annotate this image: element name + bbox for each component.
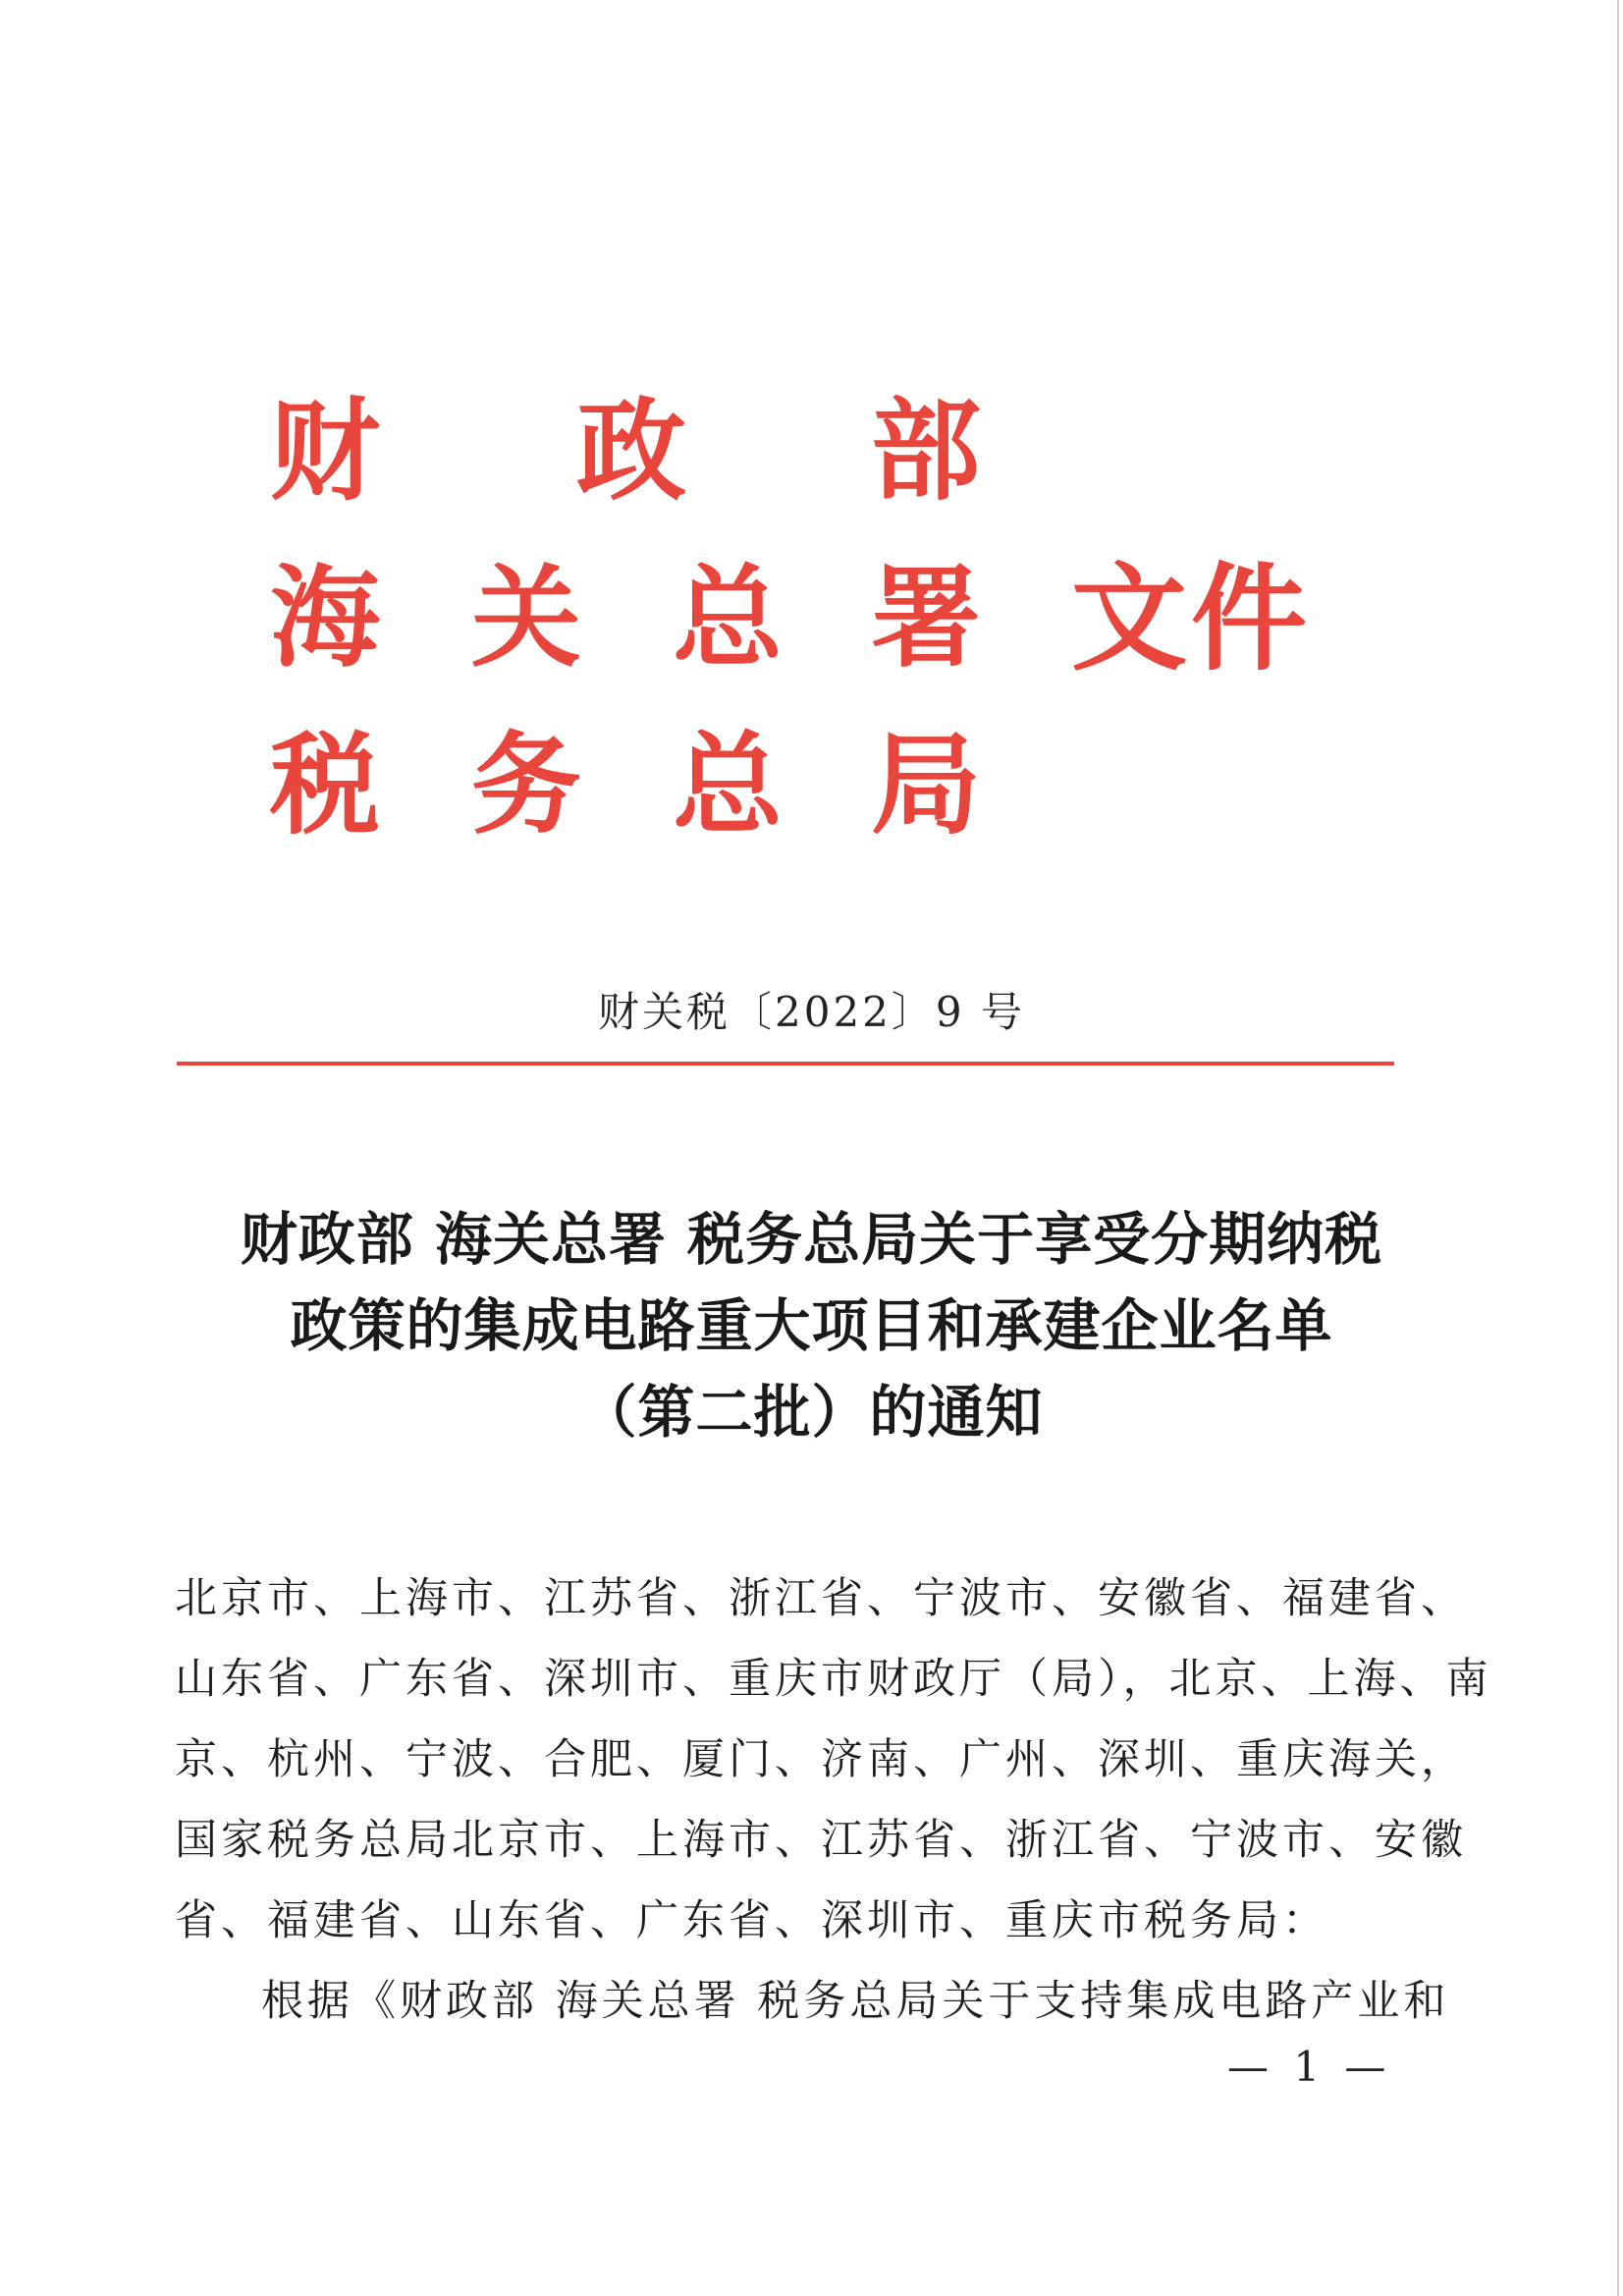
body-paragraph: 根据《财政部 海关总署 税务总局关于支持集成电路产业和 [261,1977,1450,2026]
masthead-char: 总 [673,721,783,849]
masthead-char: 局 [871,721,981,849]
title-line: 财政部 海关总署 税务总局关于享受分期纳税 [240,1206,1383,1273]
masthead-char: 署 [871,554,981,683]
addressee-line: 国家税务总局北京市、上海市、江苏省、浙江省、宁波市、安徽 [175,1816,1467,1865]
title-line: （第二批）的通知 [579,1379,1044,1446]
masthead-char: 财 [270,387,380,516]
page-number: — 1 — [1227,2043,1392,2091]
document-body [175,1558,1492,2042]
masthead-char: 税 [270,721,380,849]
masthead-char: 总 [673,554,783,683]
masthead-char: 政 [576,387,686,516]
addressee-line: 京、杭州、宁波、合肥、厦门、济南、广州、深圳、重庆海关， [175,1735,1467,1784]
addressee-line: 省、福建省、山东省、广东省、深圳市、重庆市税务局： [175,1896,1328,1945]
addressee-line: 山东省、广东省、深圳市、重庆市财政厅（局），北京、上海、南 [175,1655,1492,1704]
masthead-char: 关 [471,554,581,683]
masthead-char: 务 [471,721,581,849]
title-line: 政策的集成电路重大项目和承建企业名单 [290,1292,1333,1359]
masthead-suffix: 文件 [1071,550,1312,686]
document-title [147,1196,1476,1455]
document-number: 财关税〔2022〕9 号 [598,988,1025,1036]
masthead-char: 海 [270,554,380,683]
addressee-line: 北京市、上海市、江苏省、浙江省、宁波市、安徽省、福建省、 [175,1574,1467,1623]
masthead-char: 部 [871,387,981,516]
scan-edge-line [1617,0,1619,2296]
red-separator-rule [177,1062,1394,1066]
